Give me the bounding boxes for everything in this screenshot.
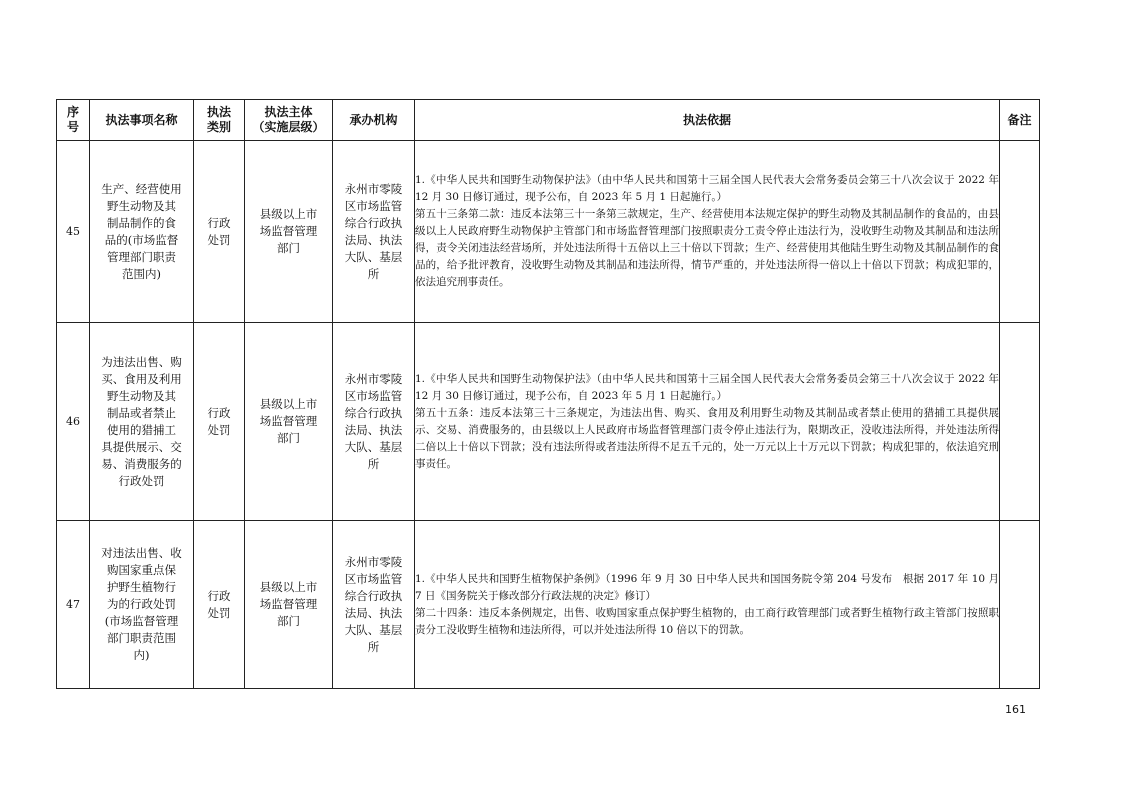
row-remark xyxy=(1000,323,1040,521)
table-row xyxy=(57,323,1040,521)
enforcement-table xyxy=(56,99,1040,689)
basis-law: 1.《中华人民共和国野生动物保护法》（由中华人民共和国第十三届全国人民代表大会常务委员会第三十八次会议于 2022 年 12 月 30 日修订通过，现予公布，自 2023 年 5 月 1 日起施行。） xyxy=(415,174,999,203)
row-basis xyxy=(415,141,1000,323)
header-name: 执法事项名称 xyxy=(90,100,194,141)
table-row xyxy=(57,141,1040,323)
row-subject: 县级以上市 场监督管理 部门 xyxy=(245,141,333,323)
row-seq: 47 xyxy=(57,521,90,689)
header-subject: 执法主体 （实施层级） xyxy=(245,100,333,141)
row-category: 行政 处罚 xyxy=(194,141,245,323)
row-category: 行政 处罚 xyxy=(194,323,245,521)
row-agency: 永州市零陵 区市场监管 综合行政执 法局、执法 大队、基层 所 xyxy=(333,323,415,521)
row-remark xyxy=(1000,521,1040,689)
table-row xyxy=(57,521,1040,689)
row-name: 为违法出售、购 买、食用及利用 野生动物及其 制品或者禁止 使用的猎捕工 具提供展示、交 易、消费服务的 行政处罚 xyxy=(90,323,194,521)
row-remark xyxy=(1000,141,1040,323)
basis-law: 1.《中华人民共和国野生动物保护法》（由中华人民共和国第十三届全国人民代表大会常务委员会第三十八次会议于 2022 年 12 月 30 日修订通过，现予公布，自 2023 年 5 月 1 日起施行。） xyxy=(415,372,999,402)
row-agency: 永州市零陵 区市场监管 综合行政执 法局、执法 大队、基层 所 xyxy=(333,521,415,689)
basis-article: 第五十三条第二款：违反本法第三十一条第三款规定，生产、经营使用本法规定保护的野生动物及其制品制作的食品的，由县级以上人民政府野生动物保护主管部门和市场监督管理部门按照职责分工责令停止违法行为，没收野生动物及其制品和违法所得，责令关闭违法经营场所，并处违法所得十五倍以上三十倍以下罚款；生产、经营使用其他陆生野生动物及其制品制作的食品的，给予批评教育，没收野生动物及其制品和违法所得，情节严重的，并处违法所得一倍以上十倍以下罚款；构成犯罪的，依法追究刑事责任。 xyxy=(415,208,999,288)
row-category: 行政 处罚 xyxy=(194,521,245,689)
header-seq: 序 号 xyxy=(57,100,90,141)
row-subject: 县级以上市 场监督管理 部门 xyxy=(245,521,333,689)
basis-article: 第二十四条：违反本条例规定，出售、收购国家重点保护野生植物的，由工商行政管理部门或者野生植物行政主管部门按照职责分工没收野生植物和违法所得，可以并处违法所得 10 倍以下的罚款。 xyxy=(415,606,999,636)
header-basis: 执法依据 xyxy=(415,100,1000,141)
basis-article: 第五十五条：违反本法第三十三条规定，为违法出售、购买、食用及利用野生动物及其制品或者禁止使用的猎捕工具提供展示、交易、消费服务的，由县级以上人民政府市场监督管理部门责令停止违法行为，限期改正，没收违法所得，并处违法所得二倍以上十倍以下罚款；没有违法所得或者违法所得不足五千元的，处一万元以上十万元以下罚款；构成犯罪的，依法追究刑事责任。 xyxy=(415,406,999,470)
row-name: 对违法出售、收 购国家重点保 护野生植物行 为的行政处罚 (市场监督管理 部门职责范围 内) xyxy=(90,521,194,689)
basis-law: 1.《中华人民共和国野生植物保护条例》（1996 年 9 月 30 日中华人民共和国国务院令第 204 号发布 根据 2017 年 10 月 7 日《国务院关于修改部分行政法规的决定》修订） xyxy=(415,572,999,602)
header-category: 执法 类别 xyxy=(194,100,245,141)
header-remark: 备注 xyxy=(1000,100,1040,141)
row-name: 生产、经营使用 野生动物及其 制品制作的食 品的(市场监督 管理部门职责 范围内) xyxy=(90,141,194,323)
header-agency: 承办机构 xyxy=(333,100,415,141)
row-subject: 县级以上市 场监督管理 部门 xyxy=(245,323,333,521)
header-row xyxy=(57,100,1040,141)
row-seq: 46 xyxy=(57,323,90,521)
row-agency: 永州市零陵 区市场监管 综合行政执 法局、执法 大队、基层 所 xyxy=(333,141,415,323)
row-basis xyxy=(415,521,1000,689)
row-seq: 45 xyxy=(57,141,90,323)
row-basis xyxy=(415,323,1000,521)
page-number: 161 xyxy=(1005,703,1026,716)
